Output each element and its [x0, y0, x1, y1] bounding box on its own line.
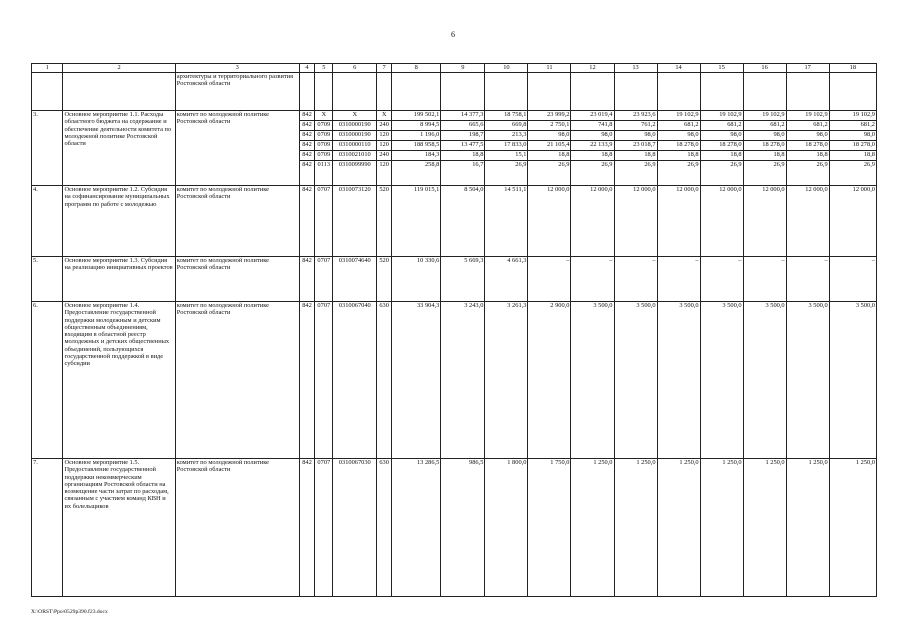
row-number: 6. [32, 302, 63, 459]
value-cell: 3 261,3 [485, 302, 528, 459]
value-cell: 0310067040 [333, 302, 377, 459]
value-cell: 12 000,0 [829, 186, 876, 257]
value-cell: 12 000,0 [571, 186, 614, 257]
value-cell: – [700, 257, 743, 302]
value-cell: 3 500,0 [571, 302, 614, 459]
value-cell: 665,6 [441, 121, 485, 131]
value-cell: 1 250,0 [571, 459, 614, 597]
value-cell: 842 [299, 111, 315, 121]
value-cell: 98,0 [700, 131, 743, 141]
executor-cell: архитектуры и территориального развития Ростовской области [175, 73, 299, 111]
value-cell [528, 73, 571, 111]
value-cell: 8 504,0 [441, 186, 485, 257]
value-cell: 0310000190 [333, 131, 377, 141]
value-cell [571, 73, 614, 111]
value-cell [441, 73, 485, 111]
value-cell: 19 102,9 [786, 111, 829, 121]
header-number-cell: 11 [528, 64, 571, 73]
value-cell: 26,9 [786, 161, 829, 186]
row-number: 3. [32, 111, 63, 186]
value-cell [485, 73, 528, 111]
value-cell: – [614, 257, 657, 302]
value-cell: 842 [299, 131, 315, 141]
value-cell: – [829, 257, 876, 302]
value-cell: 0310074640 [333, 257, 377, 302]
header-number-cell: 13 [614, 64, 657, 73]
value-cell: – [528, 257, 571, 302]
header-number-cell: 5 [315, 64, 333, 73]
value-cell: 0707 [315, 257, 333, 302]
value-cell: 120 [377, 161, 392, 186]
value-cell [614, 73, 657, 111]
header-number-cell: 6 [333, 64, 377, 73]
value-cell: 188 958,5 [392, 141, 441, 151]
value-cell: 26,9 [614, 161, 657, 186]
value-cell: 520 [377, 186, 392, 257]
value-cell: 22 133,9 [571, 141, 614, 151]
value-cell: 3 500,0 [743, 302, 786, 459]
value-cell: 23 923,6 [614, 111, 657, 121]
value-cell: 0310021010 [333, 151, 377, 161]
value-cell: 26,9 [829, 161, 876, 186]
value-cell: 26,9 [700, 161, 743, 186]
value-cell: 18 278,0 [700, 141, 743, 151]
value-cell: 18 278,0 [829, 141, 876, 151]
value-cell: Х [377, 111, 392, 121]
table-row [32, 302, 877, 459]
value-cell: 21 105,4 [528, 141, 571, 151]
value-cell: 3 500,0 [829, 302, 876, 459]
header-number-cell: 10 [485, 64, 528, 73]
value-cell: 26,9 [571, 161, 614, 186]
header-number-cell: 8 [392, 64, 441, 73]
value-cell: 3 243,0 [441, 302, 485, 459]
value-cell: 18,8 [743, 151, 786, 161]
table-row [32, 257, 877, 302]
value-cell: 23 019,4 [571, 111, 614, 121]
value-cell: 98,0 [657, 131, 700, 141]
table-row [32, 186, 877, 257]
value-cell: 26,9 [528, 161, 571, 186]
header-number-cell: 1 [32, 64, 63, 73]
value-cell: 18 758,1 [485, 111, 528, 121]
page-number: 6 [451, 30, 455, 39]
value-cell: 19 102,9 [829, 111, 876, 121]
value-cell: 13 286,5 [392, 459, 441, 597]
value-cell: 681,2 [743, 121, 786, 131]
activity-name: Основное мероприятие 1.5. Предоставление государственной поддержки некоммерческим организациям Ростовской области на возмещение части затрат по расходам, связанным с участием команд КВН и их болельщиков [63, 459, 175, 597]
executor-name: комитет по молодежной политике Ростовской области [175, 302, 299, 459]
value-cell: 0709 [315, 151, 333, 161]
value-cell [333, 73, 377, 111]
value-cell [786, 73, 829, 111]
value-cell: 630 [377, 302, 392, 459]
value-cell: 23 018,7 [614, 141, 657, 151]
value-cell: 198,7 [441, 131, 485, 141]
value-cell: 120 [377, 131, 392, 141]
value-cell: 18,8 [441, 151, 485, 161]
header-number-cell: 17 [786, 64, 829, 73]
value-cell: 669,8 [485, 121, 528, 131]
value-cell: 842 [299, 151, 315, 161]
value-cell: 986,5 [441, 459, 485, 597]
value-cell: 630 [377, 459, 392, 597]
value-cell: 681,2 [829, 121, 876, 131]
activity-name: Основное мероприятие 1.2. Субсидия на софинансирование муниципальных программ по работе с молодежью [63, 186, 175, 257]
value-cell: 98,0 [786, 131, 829, 141]
continuation-row [32, 73, 877, 111]
value-cell: 842 [299, 257, 315, 302]
value-cell: 19 102,9 [657, 111, 700, 121]
value-cell: 14 511,1 [485, 186, 528, 257]
value-cell: 1 250,0 [786, 459, 829, 597]
value-cell: 1 250,0 [657, 459, 700, 597]
value-cell: 0709 [315, 121, 333, 131]
header-number-cell: 9 [441, 64, 485, 73]
value-cell: 13 477,5 [441, 141, 485, 151]
value-cell: 842 [299, 186, 315, 257]
value-cell: 0310000190 [333, 121, 377, 131]
table-row [32, 111, 877, 121]
value-cell: 18,8 [700, 151, 743, 161]
value-cell: Х [315, 111, 333, 121]
value-cell: 0113 [315, 161, 333, 186]
value-cell [377, 73, 392, 111]
value-cell: 119 015,1 [392, 186, 441, 257]
budget-table [31, 63, 877, 597]
value-cell: 10 330,6 [392, 257, 441, 302]
value-cell: 98,0 [614, 131, 657, 141]
value-cell: 16,7 [441, 161, 485, 186]
value-cell: 1 250,0 [829, 459, 876, 597]
value-cell: 741,8 [571, 121, 614, 131]
value-cell: 0707 [315, 186, 333, 257]
value-cell: 18 278,0 [786, 141, 829, 151]
value-cell: 1 250,0 [743, 459, 786, 597]
value-cell [700, 73, 743, 111]
value-cell: 842 [299, 459, 315, 597]
value-cell: 761,2 [614, 121, 657, 131]
value-cell: 0310067030 [333, 459, 377, 597]
row-number: 5. [32, 257, 63, 302]
value-cell: 12 000,0 [700, 186, 743, 257]
value-cell: 18 278,0 [743, 141, 786, 151]
executor-name: комитет по молодежной политике Ростовской области [175, 257, 299, 302]
value-cell: 120 [377, 141, 392, 151]
value-cell [829, 73, 876, 111]
value-cell: 98,0 [829, 131, 876, 141]
value-cell: 0310099990 [333, 161, 377, 186]
value-cell: – [786, 257, 829, 302]
value-cell: 98,0 [528, 131, 571, 141]
value-cell: 842 [299, 121, 315, 131]
value-cell: 0310073120 [333, 186, 377, 257]
value-cell: 5 669,3 [441, 257, 485, 302]
value-cell: 8 994,5 [392, 121, 441, 131]
value-cell: 1 196,0 [392, 131, 441, 141]
activity-name: Основное мероприятие 1.1. Расходы областного бюджета на содержание и обеспечение деятельности комитета по молодежной политике Ростовской области [63, 111, 175, 186]
value-cell: 3 500,0 [657, 302, 700, 459]
executor-name: комитет по молодежной политике Ростовской области [175, 186, 299, 257]
executor-name: комитет по молодежной политике Ростовской области [175, 459, 299, 597]
value-cell: 0709 [315, 141, 333, 151]
file-path-footer: X:\ORST\Ppo\0529p390.f23.docx [31, 609, 108, 615]
row-number: 4. [32, 186, 63, 257]
value-cell: 12 000,0 [743, 186, 786, 257]
value-cell: 33 904,3 [392, 302, 441, 459]
value-cell: 19 102,9 [700, 111, 743, 121]
value-cell: – [743, 257, 786, 302]
value-cell: 0709 [315, 131, 333, 141]
header-number-cell: 18 [829, 64, 876, 73]
value-cell [392, 73, 441, 111]
value-cell: 3 500,0 [786, 302, 829, 459]
table-row [32, 459, 877, 597]
value-cell [657, 73, 700, 111]
header-number-cell: 3 [175, 64, 299, 73]
value-cell [743, 73, 786, 111]
header-number-cell: 16 [743, 64, 786, 73]
activity-name: Основное мероприятие 1.3. Субсидия на реализацию инициативных проектов [63, 257, 175, 302]
value-cell: 842 [299, 141, 315, 151]
value-cell: 14 377,3 [441, 111, 485, 121]
header-number-cell: 14 [657, 64, 700, 73]
header-numbers-row [32, 64, 877, 73]
value-cell: 0707 [315, 459, 333, 597]
value-cell: 258,8 [392, 161, 441, 186]
value-cell: 23 999,2 [528, 111, 571, 121]
value-cell: 0707 [315, 302, 333, 459]
value-cell: – [657, 257, 700, 302]
header-number-cell: 7 [377, 64, 392, 73]
value-cell: 681,2 [657, 121, 700, 131]
value-cell [299, 73, 315, 111]
value-cell: 18,8 [528, 151, 571, 161]
value-cell: 842 [299, 302, 315, 459]
value-cell: 240 [377, 121, 392, 131]
value-cell: 213,3 [485, 131, 528, 141]
value-cell: 184,3 [392, 151, 441, 161]
value-cell: 12 000,0 [657, 186, 700, 257]
value-cell: 19 102,9 [743, 111, 786, 121]
value-cell: 15,1 [485, 151, 528, 161]
value-cell: 98,0 [743, 131, 786, 141]
value-cell: 18,8 [786, 151, 829, 161]
header-number-cell: 12 [571, 64, 614, 73]
value-cell: 12 000,0 [528, 186, 571, 257]
value-cell: 3 500,0 [700, 302, 743, 459]
value-cell: 18,8 [614, 151, 657, 161]
value-cell: 2 750,1 [528, 121, 571, 131]
value-cell: 18,8 [829, 151, 876, 161]
value-cell: 842 [299, 161, 315, 186]
value-cell: 2 900,0 [528, 302, 571, 459]
value-cell: 1 750,0 [528, 459, 571, 597]
row-number: 7. [32, 459, 63, 597]
value-cell: 1 250,0 [614, 459, 657, 597]
value-cell: 4 661,3 [485, 257, 528, 302]
value-cell: 18,8 [571, 151, 614, 161]
value-cell: 18 278,0 [657, 141, 700, 151]
value-cell: 98,0 [571, 131, 614, 141]
value-cell: 26,9 [657, 161, 700, 186]
value-cell: Х [333, 111, 377, 121]
value-cell: 26,9 [743, 161, 786, 186]
value-cell: 1 800,0 [485, 459, 528, 597]
value-cell: – [571, 257, 614, 302]
value-cell: 1 250,0 [700, 459, 743, 597]
value-cell: 12 000,0 [614, 186, 657, 257]
value-cell: 681,2 [700, 121, 743, 131]
value-cell: 3 500,0 [614, 302, 657, 459]
value-cell [315, 73, 333, 111]
value-cell: 681,2 [786, 121, 829, 131]
value-cell: 12 000,0 [786, 186, 829, 257]
executor-name: комитет по молодежной политике Ростовской области [175, 111, 299, 186]
header-number-cell: 4 [299, 64, 315, 73]
name-cell [63, 73, 175, 111]
value-cell: 240 [377, 151, 392, 161]
value-cell: 18,8 [657, 151, 700, 161]
value-cell: 0310000110 [333, 141, 377, 151]
activity-name: Основное мероприятие 1.4. Предоставление государственной поддержки молодежным и детским общественным объединениям, входящим в областной реестр молодежных и детских общественных объединений, пользующихся государственной поддержкой в виде субсидии [63, 302, 175, 459]
value-cell: 17 833,0 [485, 141, 528, 151]
value-cell: 26,9 [485, 161, 528, 186]
value-cell: 520 [377, 257, 392, 302]
header-number-cell: 2 [63, 64, 175, 73]
num-cell [32, 73, 63, 111]
header-number-cell: 15 [700, 64, 743, 73]
value-cell: 199 502,1 [392, 111, 441, 121]
